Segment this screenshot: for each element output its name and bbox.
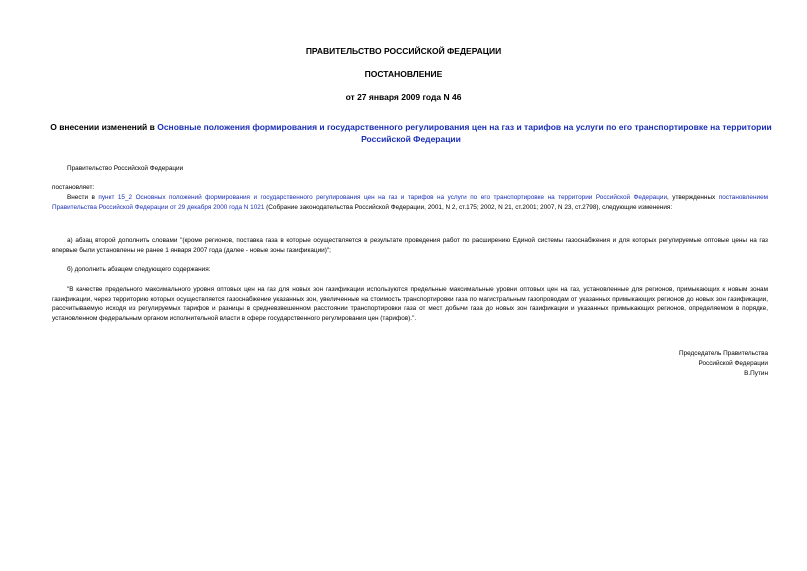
paragraph-3: б) дополнить абзацем следующего содержания: <box>67 266 211 273</box>
paragraph-4: "В качестве предельного максимального уровня оптовых цен на газ для новых зон газификации используются предельные максимальные уровни оптовых цен на газ, установленные для регионов, примыкающих к новым зонам газификации, через территорию которых осуществляется газоснабжение указанных зон, увеличенные на стоимость транспортировки газа по магистральным газопроводам от указанных примыкающих регионов до новых зон газификации, рассчитываемую исходя из регулируемых тарифов и разницы в средневзвешенном расстоянии транспортировки газа от мест добычи газа до новых зон газификации и указанных примыкающих регионов, определяемом в порядке, установленном федеральным органом исполнительной власти в сфере государственного регулирования цен (тарифов).". <box>52 286 768 322</box>
paragraph-1-text-c: (Собрание законодательства Российской Федерации, 2001, N 2, ст.175; 2002, N 21, ст.2001; 2007, N 23, ст.2798), следующие изменения: <box>264 203 673 211</box>
title-link[interactable]: Основные положения формирования и государственного регулирования цен на газ и тарифов на услуги по его транспортировке на территории Российской Федерации <box>157 122 772 144</box>
paragraph-1-link-resolution[interactable]: постановлением Правительства Российской Федерации от 29 декабря 2000 года N 1021 <box>52 194 769 211</box>
decides-line: постановляет: <box>52 184 95 191</box>
government-heading: ПРАВИТЕЛЬСТВО РОССИЙСКОЙ ФЕДЕРАЦИИ <box>305 46 502 56</box>
paragraph-1 <box>52 193 768 212</box>
date-number-heading: от 27 января 2009 года N 46 <box>345 92 462 102</box>
title-prefix: О внесении изменений в <box>50 122 158 132</box>
paragraph-1-text-b: , утвержденных <box>667 194 719 201</box>
signature-name: В.Путин <box>744 370 768 377</box>
signature-position: Председатель Правительства <box>679 350 768 357</box>
document-type-heading: ПОСТАНОВЛЕНИЕ <box>364 69 443 79</box>
paragraph-2: а) абзац второй дополнить словами "(кроме регионов, поставка газа в которые осуществляется в результате проведения работ по расширению Единой системы газоснабжения и для которых регулируемые оптовые цены на газ впервые были установлены не ранее 1 января 2007 года (далее - новые зоны газификации)"; <box>52 237 768 254</box>
signature-country: Российской Федерации <box>698 360 768 367</box>
paragraph-1-link-point[interactable]: пункт 15_2 Основных положений формирования и государственного регулирования цен на газ и тарифов на услуги по его транспортировке на территории Российской Федерации <box>98 194 668 201</box>
document-title <box>50 121 772 145</box>
government-line: Правительство Российской Федерации <box>67 165 184 172</box>
paragraph-1-text-a: Внести в <box>67 194 99 201</box>
